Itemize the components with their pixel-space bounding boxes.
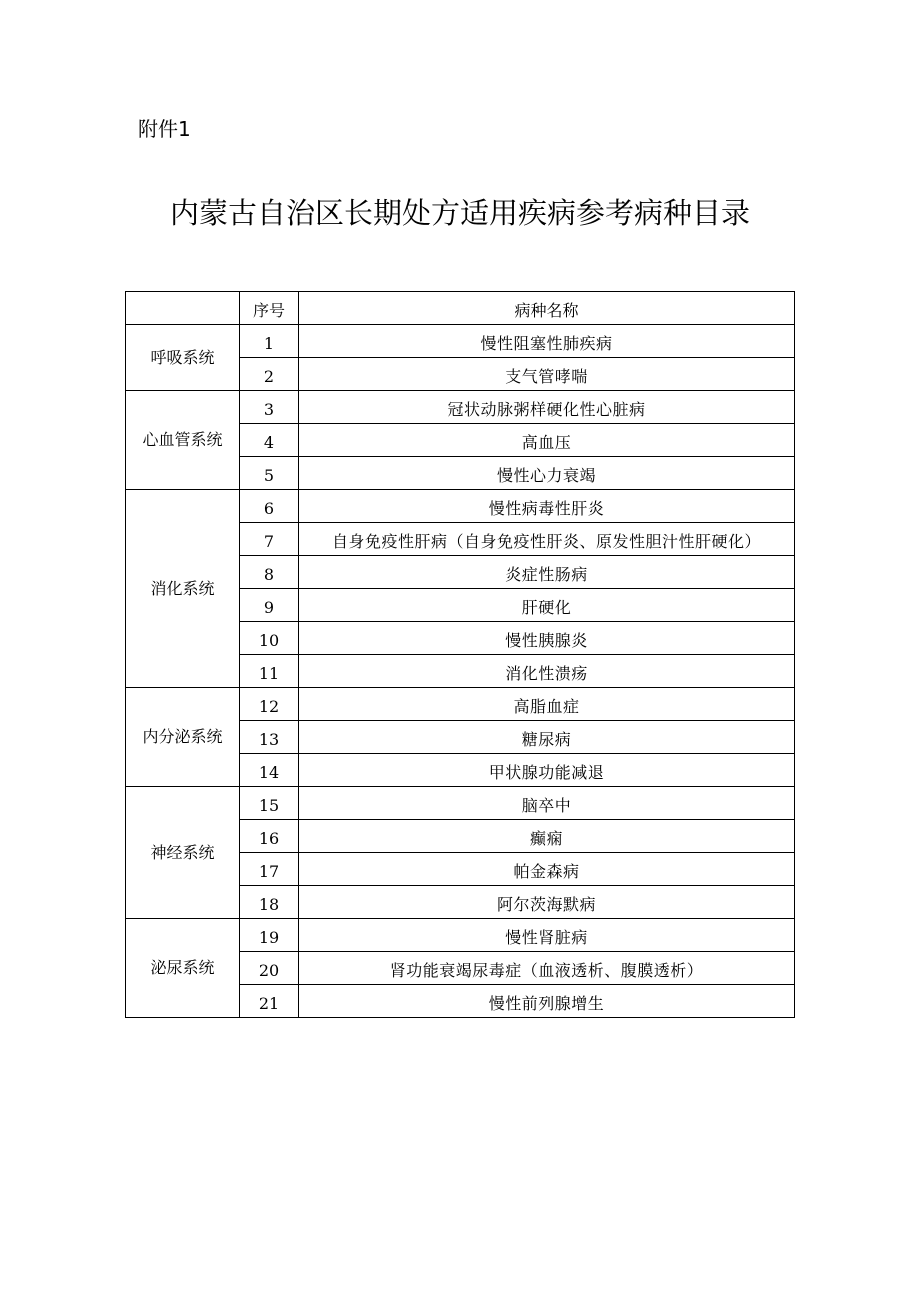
disease-name-cell: 糖尿病	[299, 721, 795, 754]
system-cell: 神经系统	[126, 787, 240, 919]
disease-name-cell: 慢性心力衰竭	[299, 457, 795, 490]
number-cell: 13	[240, 721, 299, 754]
number-cell: 4	[240, 424, 299, 457]
disease-name-cell: 甲状腺功能减退	[299, 754, 795, 787]
disease-name-cell: 消化性溃疡	[299, 655, 795, 688]
table-row	[126, 787, 795, 820]
table-header-row	[126, 292, 795, 325]
number-cell: 18	[240, 886, 299, 919]
disease-name-cell: 慢性前列腺增生	[299, 985, 795, 1018]
table-row	[126, 490, 795, 523]
number-cell: 5	[240, 457, 299, 490]
number-cell: 7	[240, 523, 299, 556]
number-cell: 16	[240, 820, 299, 853]
system-cell: 内分泌系统	[126, 688, 240, 787]
number-cell: 15	[240, 787, 299, 820]
number-cell: 2	[240, 358, 299, 391]
table-row	[126, 325, 795, 358]
attachment-label: 附件1	[138, 117, 191, 141]
system-cell: 呼吸系统	[126, 325, 240, 391]
disease-catalog-table	[125, 291, 795, 1018]
disease-name-cell: 高脂血症	[299, 688, 795, 721]
disease-name-cell: 肝硬化	[299, 589, 795, 622]
number-cell: 3	[240, 391, 299, 424]
number-cell: 11	[240, 655, 299, 688]
number-cell: 10	[240, 622, 299, 655]
disease-name-cell: 自身免疫性肝病（自身免疫性肝炎、原发性胆汁性肝硬化）	[299, 523, 795, 556]
system-cell: 心血管系统	[126, 391, 240, 490]
disease-name-cell: 慢性阻塞性肺疾病	[299, 325, 795, 358]
disease-name-cell: 阿尔茨海默病	[299, 886, 795, 919]
number-cell: 17	[240, 853, 299, 886]
table-row	[126, 919, 795, 952]
disease-name-cell: 慢性病毒性肝炎	[299, 490, 795, 523]
header-number: 序号	[240, 292, 299, 325]
disease-name-cell: 冠状动脉粥样硬化性心脏病	[299, 391, 795, 424]
number-cell: 8	[240, 556, 299, 589]
disease-name-cell: 肾功能衰竭尿毒症（血液透析、腹膜透析）	[299, 952, 795, 985]
table-row	[126, 688, 795, 721]
number-cell: 14	[240, 754, 299, 787]
header-system	[126, 292, 240, 325]
disease-name-cell: 癫痫	[299, 820, 795, 853]
system-cell: 泌尿系统	[126, 919, 240, 1018]
header-name: 病种名称	[299, 292, 795, 325]
disease-name-cell: 脑卒中	[299, 787, 795, 820]
document-title: 内蒙古自治区长期处方适用疾病参考病种目录	[169, 196, 750, 230]
disease-name-cell: 高血压	[299, 424, 795, 457]
disease-name-cell: 帕金森病	[299, 853, 795, 886]
number-cell: 9	[240, 589, 299, 622]
disease-name-cell: 支气管哮喘	[299, 358, 795, 391]
number-cell: 1	[240, 325, 299, 358]
number-cell: 6	[240, 490, 299, 523]
number-cell: 12	[240, 688, 299, 721]
number-cell: 19	[240, 919, 299, 952]
table-row	[126, 391, 795, 424]
number-cell: 21	[240, 985, 299, 1018]
disease-name-cell: 炎症性肠病	[299, 556, 795, 589]
disease-name-cell: 慢性胰腺炎	[299, 622, 795, 655]
system-cell: 消化系统	[126, 490, 240, 688]
disease-name-cell: 慢性肾脏病	[299, 919, 795, 952]
number-cell: 20	[240, 952, 299, 985]
